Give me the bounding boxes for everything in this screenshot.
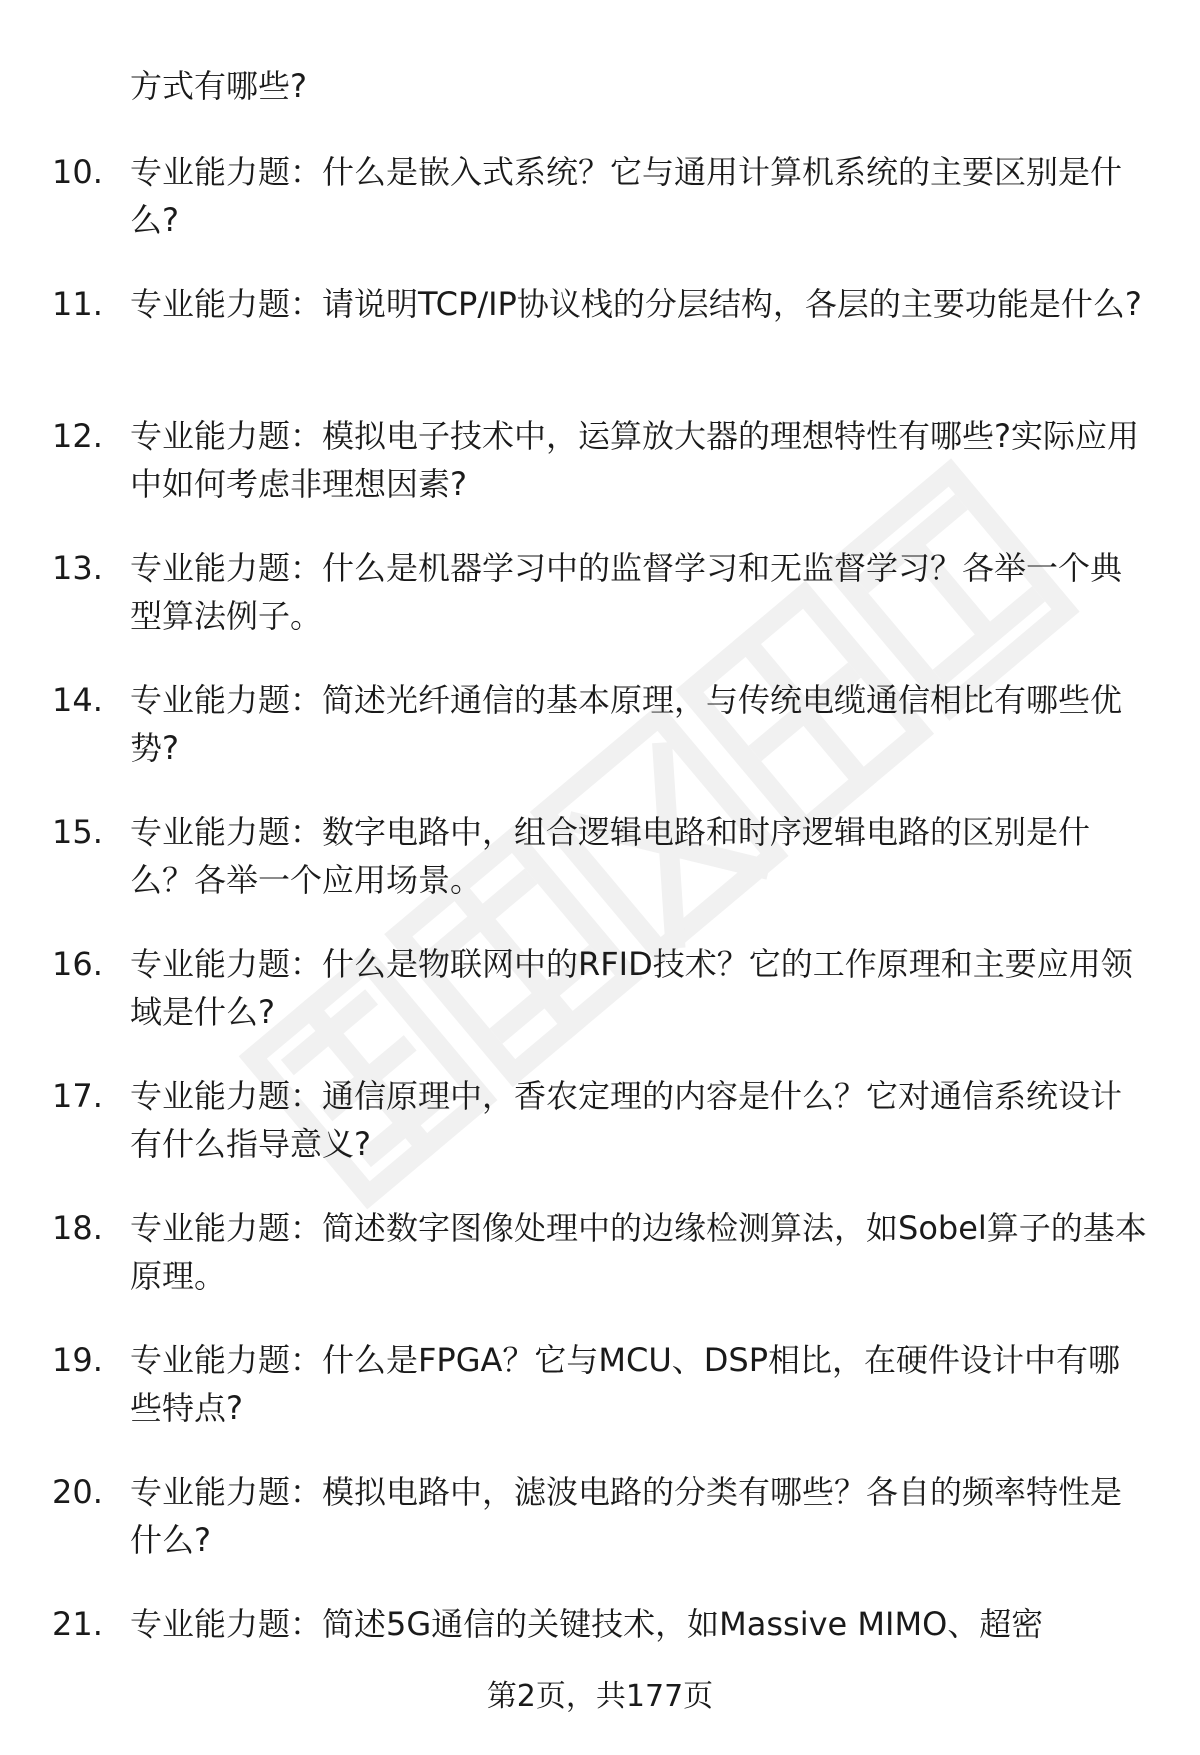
question-text: 专业能力题：简述数字图像处理中的边缘检测算法，如Sobel算子的基本原理。 (130, 1209, 1147, 1295)
list-item (0, 1204, 1200, 1336)
list-item (0, 412, 1200, 544)
question-text: 专业能力题：数字电路中，组合逻辑电路和时序逻辑电路的区别是什么？各举一个应用场景。 (130, 813, 1091, 899)
list-item (0, 940, 1200, 1072)
question-list (0, 148, 1200, 1732)
list-item (0, 1072, 1200, 1204)
question-number: 15. (52, 813, 103, 851)
list-item (0, 148, 1200, 280)
question-text: 专业能力题：通信原理中，香农定理的内容是什么？它对通信系统设计有什么指导意义? (130, 1077, 1123, 1163)
list-item (0, 1468, 1200, 1600)
question-text: 专业能力题：什么是FPGA？它与MCU、DSP相比，在硬件设计中有哪些特点? (130, 1341, 1121, 1427)
question-text: 专业能力题：简述光纤通信的基本原理，与传统电缆通信相比有哪些优势? (130, 681, 1123, 767)
continuation-text: 方式有哪些? (130, 67, 307, 105)
question-number: 12. (52, 417, 103, 455)
question-text: 专业能力题：什么是物联网中的RFID技术？它的工作原理和主要应用领域是什么? (130, 945, 1133, 1031)
question-number: 14. (52, 681, 103, 719)
question-text: 专业能力题：简述5G通信的关键技术，如Massive MIMO、超密 (130, 1605, 1044, 1643)
question-number: 17. (52, 1077, 103, 1115)
question-number: 13. (52, 549, 103, 587)
question-number: 19. (52, 1341, 103, 1379)
question-text: 专业能力题：什么是嵌入式系统？它与通用计算机系统的主要区别是什么? (130, 153, 1123, 239)
list-item (0, 676, 1200, 808)
question-number: 16. (52, 945, 103, 983)
question-number: 20. (52, 1473, 103, 1511)
list-item (0, 280, 1200, 412)
question-text: 专业能力题：模拟电子技术中，运算放大器的理想特性有哪些?实际应用中如何考虑非理想因素? (130, 417, 1139, 503)
question-number: 21. (52, 1605, 103, 1643)
question-number: 18. (52, 1209, 103, 1247)
page-footer: 第2页，共177页 (486, 1679, 714, 1714)
list-item (0, 808, 1200, 940)
list-item (0, 1336, 1200, 1468)
list-item (0, 544, 1200, 676)
question-text: 专业能力题：什么是机器学习中的监督学习和无监督学习？各举一个典型算法例子。 (130, 549, 1123, 635)
question-number: 10. (52, 153, 103, 191)
question-text: 专业能力题：模拟电路中，滤波电路的分类有哪些？各自的频率特性是什么? (130, 1473, 1123, 1559)
question-text: 专业能力题：请说明TCP/IP协议栈的分层结构，各层的主要功能是什么? (130, 285, 1142, 323)
question-number: 11. (52, 285, 103, 323)
